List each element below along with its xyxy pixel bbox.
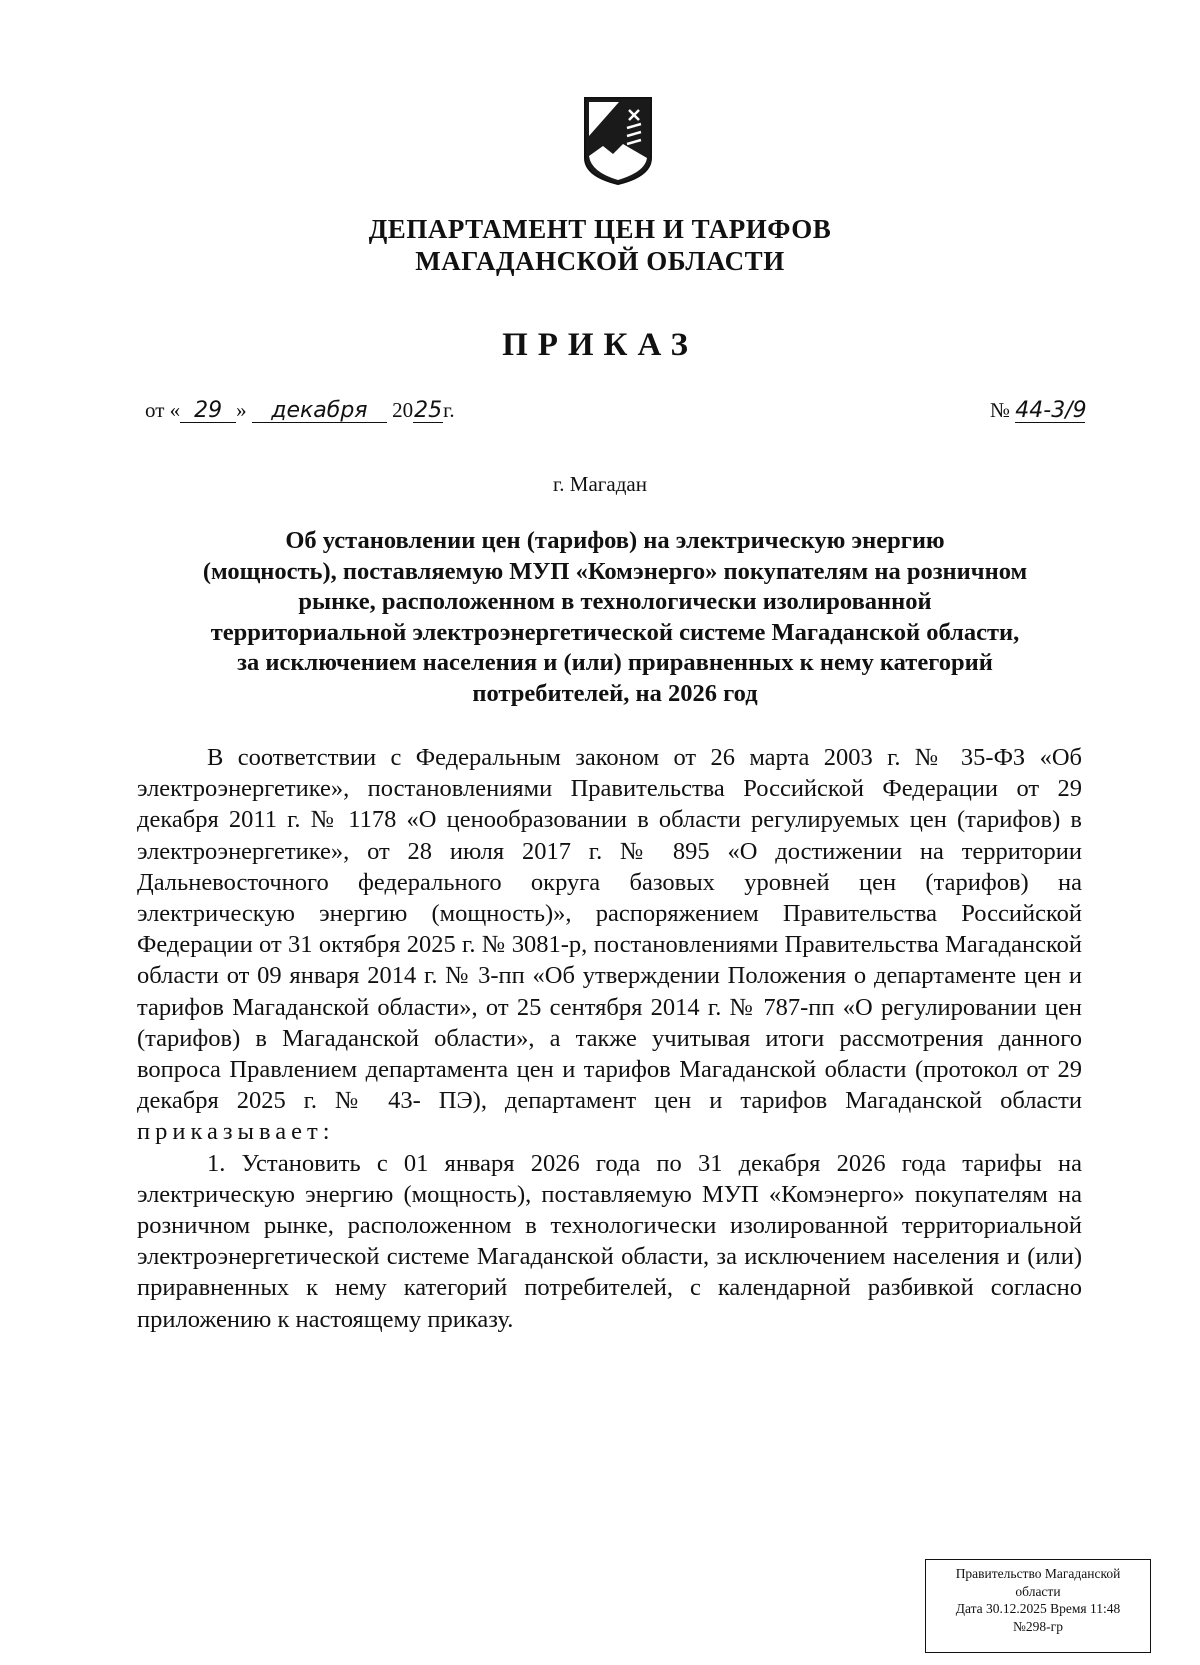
stamp-line: Дата 30.12.2025 Время 11:48 (955, 1601, 1121, 1616)
subject-line: рынке, расположенном в технологически изолированной (298, 588, 932, 615)
preamble-paragraph (137, 742, 1082, 1148)
date-quote-close: » (236, 398, 247, 422)
year-unit: г. (443, 398, 455, 422)
stamp-line: области (1015, 1583, 1061, 1599)
department-name-line2: МАГАДАНСКОЙ ОБЛАСТИ (415, 246, 785, 276)
date-prefix: от « (145, 398, 181, 422)
registration-stamp (925, 1559, 1151, 1653)
subject-line: Об установлении цен (тарифов) на электрическую энергию (285, 527, 945, 554)
handwritten-month: декабря (252, 400, 387, 423)
order-body (137, 742, 1082, 1335)
stamp-line: №298-гр (1013, 1618, 1063, 1634)
coat-of-arms-emblem (583, 96, 653, 186)
city-name: г. Магадан (553, 472, 647, 496)
handwritten-day: 29 (180, 400, 236, 423)
number-label: № (990, 398, 1011, 422)
preamble-verb: приказывает: (137, 1118, 335, 1146)
handwritten-number: 44-3/9 (1015, 398, 1087, 423)
preamble-text: В соответствии с Федеральным законом от 26 марта 2003 г. № 35-ФЗ «Об электроэнергетике», постановлениями Правительства Российской Федерации от 29 декабря 2011 г. № 1178 «О ценообразовании в области регулируемых цен (тарифов) в электроэнергетике», от 28 июля 2017 г. № 895 «О достижении на территории Дальневосточного федерального округа базовых уровней цен (тарифов) на электрическую энергию (мощность)», распоряжением Правительства Российской Федерации от 31 октября 2025 г. № 3081-р, постановлениями Правительства Магаданской области от 09 января 2014 г. № 3-пп «Об утверждении Положения о департаменте цен и тарифов Магаданской области», от 25 сентября 2014 г. № 787-пп «О регулировании цен (тарифов) в Магаданской области», а также учитывая итоги рассмотрения данного вопроса Правлением департамента цен и тарифов Магаданской области (протокол от 29 декабря 2025 г. № 43- ПЭ), департамент цен и тарифов Магаданской области (137, 744, 1082, 1115)
clause-1-paragraph: 1. Установить с 01 января 2026 года по 31 декабря 2026 года тарифы на электрическую энергию (мощность), поставляемую МУП «Комэнерго» покупателям на розничном рынке, расположенном в технологически изолированной территориальной электроэнергетической системе Магаданской области, за исключением населения и (или) приравненных к нему категорий потребителей, с календарной разбивкой согласно приложению к настоящему приказу. (137, 1149, 1082, 1333)
year-prefix: 20 (392, 398, 414, 422)
order-subject (150, 526, 1080, 709)
stamp-line: Правительство Магаданской (955, 1566, 1121, 1581)
subject-line: (мощность), поставляемую МУП «Комэнерго» покупателям на розничном (202, 557, 1028, 585)
handwritten-year: 25 (414, 398, 443, 423)
subject-line: за исключением населения и (или) приравненных к нему категорий (237, 649, 993, 676)
subject-line: потребителей, на 2026 год (472, 679, 758, 707)
subject-line: территориальной электроэнергетической системе Магаданской области, (210, 618, 1020, 646)
department-name-line1: ДЕПАРТАМЕНТ ЦЕН И ТАРИФОВ (368, 214, 832, 244)
order-date (145, 398, 455, 423)
order-number (990, 398, 1085, 423)
document-type-title: ПРИКАЗ (502, 327, 698, 363)
